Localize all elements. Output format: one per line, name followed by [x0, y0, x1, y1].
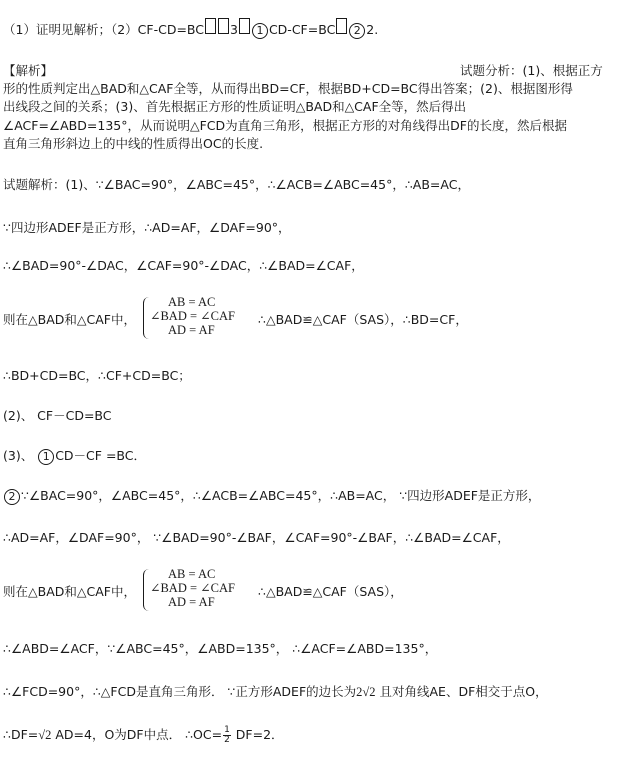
answer-part3-item2: 2. — [366, 22, 379, 37]
solution-line1: 试题解析：(1)、∵∠BAC=90°，∠ABC=45°，∴∠ACB=∠ABC=45°，∴AB=AC， — [3, 177, 470, 192]
line10-b: 且对角线AE、DF相交于点O， — [375, 684, 548, 699]
solution-line11 — [3, 726, 284, 745]
solution-line6 — [3, 447, 146, 465]
analysis-line3: 出线段之间的关系；(3)、首先根据正方形的性质证明△BAD和△CAF全等，然后得出 — [3, 99, 467, 114]
answer-part1: （1）证明见解析；（2）CF-CD=BC — [3, 22, 204, 37]
solution-line3: ∴∠BAD=90°-∠DAC，∠CAF=90°-∠DAC，∴∠BAD=∠CAF， — [3, 258, 364, 273]
missing-glyph-box — [218, 18, 229, 34]
sys1-prefix: 则在△BAD和△CAF中， — [3, 312, 136, 327]
solution-line8: ∴AD=AF，∠DAF=90°， ∵∠BAD=90°-∠BAF，∠CAF=90°-∠BAF，∴∠BAD=∠CAF， — [3, 530, 510, 545]
solution-line7 — [3, 487, 540, 505]
analysis-line2: 形的性质判定出△BAD和△CAF全等，从而得出BD=CF，根据BD+CD=BC得出答案；(2)、根据图形得 — [3, 81, 573, 96]
missing-glyph-box — [336, 18, 347, 34]
missing-glyph-box — [205, 18, 216, 34]
solution-line2: ∵四边形ADEF是正方形，∴AD=AF，∠DAF=90°， — [3, 220, 291, 235]
solution-line9: ∴∠ABD=∠ACF，∵∠ABC=45°，∠ABD=135°， ∴∠ACF=∠ABD=135°， — [3, 641, 438, 656]
analysis-line4: ∠ACF=∠ABD=135°，从而说明△FCD为直角三角形，根据正方形的对角线得出DF的长度，然后根据 — [3, 118, 567, 133]
sys2-row2: ∠BAD = ∠CAF — [150, 581, 235, 595]
analysis-line5: 直角三角形斜边上的中线的性质得出OC的长度. — [3, 136, 264, 151]
circled-number-2: 2 — [4, 489, 20, 505]
circled-number-1: 1 — [252, 23, 268, 39]
missing-glyph-box — [239, 18, 250, 34]
line11-c: DF=2． — [231, 727, 284, 742]
fraction-numerator: 1 — [224, 725, 230, 735]
analysis-header-line — [3, 62, 53, 79]
line6-prefix: (3)、 — [3, 448, 34, 463]
answer-line — [3, 18, 378, 39]
sys1-suffix: ∴△BAD≌△CAF（SAS），∴BD=CF， — [258, 312, 468, 327]
fraction-denominator: 2 — [224, 735, 230, 745]
sys1-row1: AB = AC — [168, 295, 216, 309]
sys2-prefix: 则在△BAD和△CAF中， — [3, 584, 136, 599]
sys2-suffix: ∴△BAD≌△CAF（SAS）， — [258, 584, 403, 599]
sys2-row3: AD = AF — [168, 595, 215, 609]
line6-rest: CD－CF =BC． — [55, 448, 147, 463]
line11-b: AD=4，O为DF中点． ∴OC= — [51, 727, 223, 742]
sys2-row1: AB = AC — [168, 567, 216, 581]
analysis-header: 【解析】 — [3, 63, 54, 78]
line10-a: ∴∠FCD=90°，∴△FCD是直角三角形． ∵正方形ADEF的边长为 — [3, 684, 357, 699]
sys1-row2: ∠BAD = ∠CAF — [150, 309, 235, 323]
fraction-one-half — [223, 726, 231, 745]
line7-rest: ∵∠BAC=90°，∠ABC=45°，∴∠ACB=∠ABC=45°，∴AB=AC， ∵四边形ADEF是正方形， — [21, 488, 541, 503]
line11-a: ∴DF= — [3, 727, 39, 742]
circled-number-1: 1 — [38, 449, 54, 465]
analysis-title: 试题分析： — [460, 63, 523, 78]
analysis-line1: (1)、根据正方 — [522, 63, 603, 78]
circled-number-2: 2 — [349, 23, 365, 39]
answer-part3-item1: CD-CF=BC — [268, 22, 336, 37]
side-length-value: 2√2 — [356, 685, 376, 699]
sqrt-two: √2 — [38, 728, 52, 742]
sys1-row3: AD = AF — [168, 323, 215, 337]
solution-line10 — [3, 683, 548, 701]
solution-line5: (2)、 CF－CD=BC — [3, 408, 112, 423]
analysis-title-line — [460, 62, 603, 79]
answer-part3-prefix: 3 — [230, 22, 238, 37]
solution-line4: ∴BD+CD=BC，∴CF+CD=BC； — [3, 368, 191, 383]
